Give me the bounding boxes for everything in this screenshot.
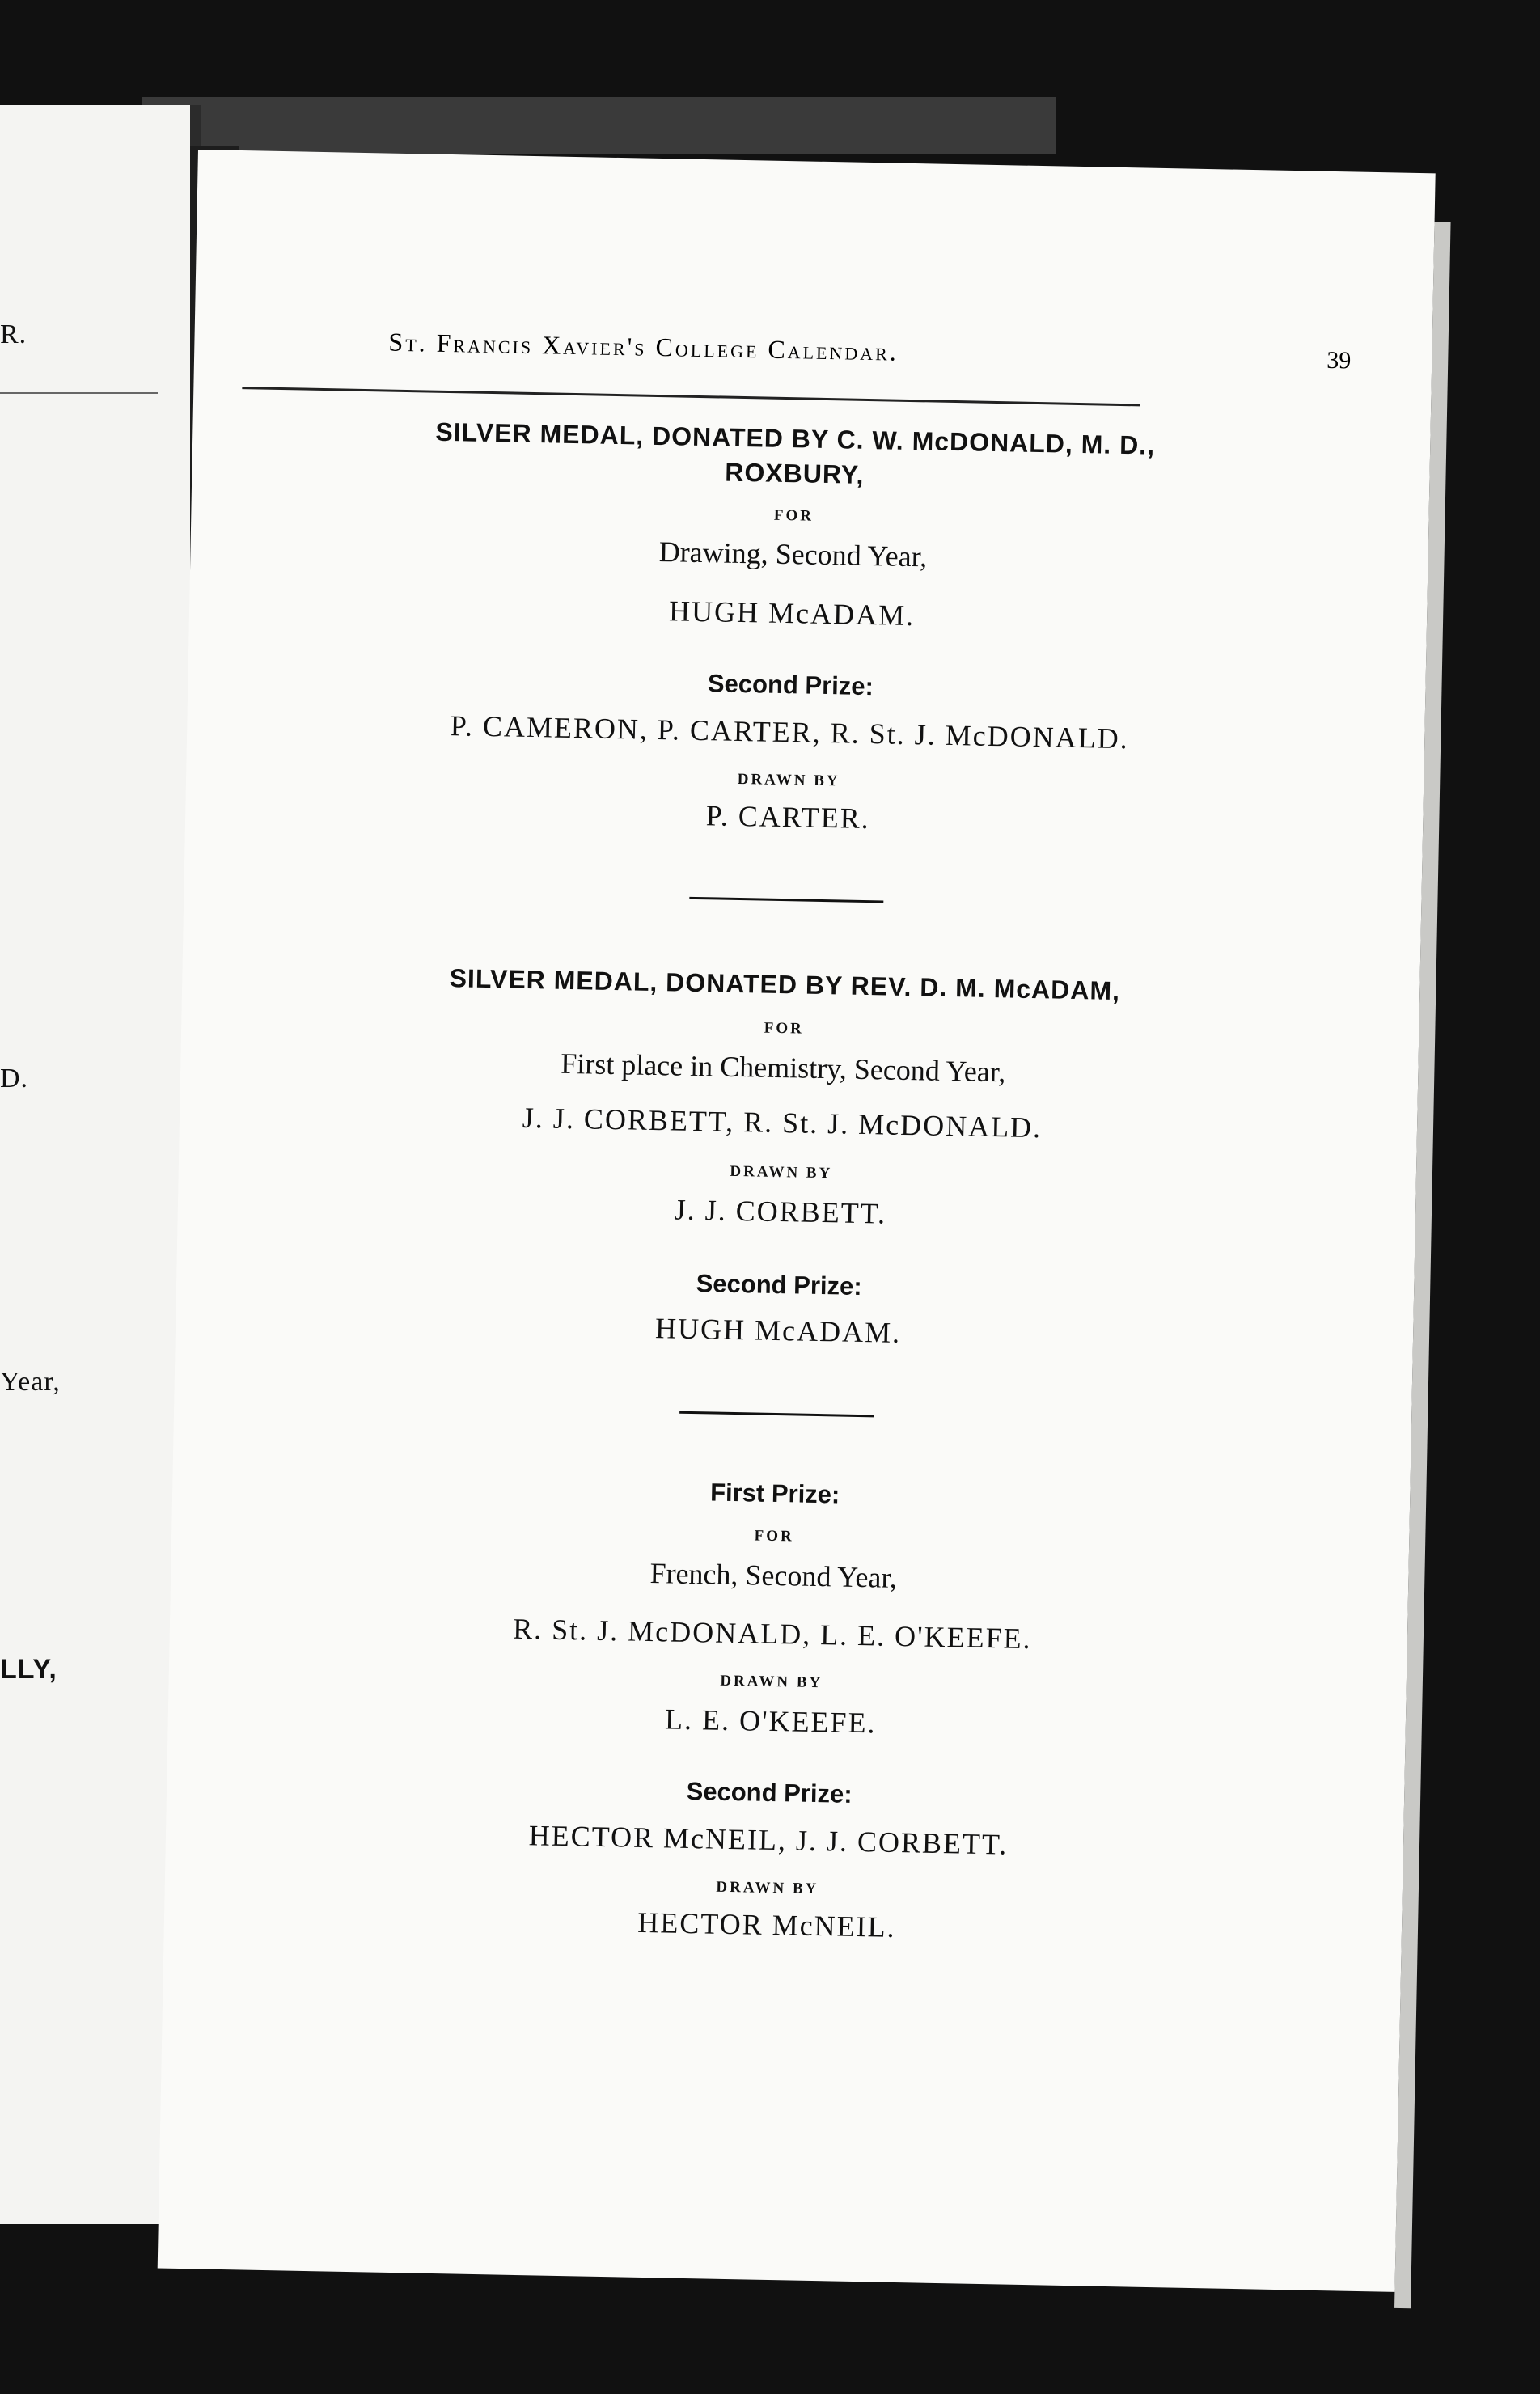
- section1-for-label: FOR: [773, 506, 814, 525]
- section3-first-prize-label: First Prize:: [709, 1478, 840, 1509]
- separator-2: [222, 1402, 1331, 1426]
- page-number: 39: [1326, 346, 1352, 374]
- separator-1: [232, 888, 1340, 911]
- section1-drawn-by-label: DRAWN BY: [737, 770, 840, 790]
- section2-drawn-by-name: J. J. CORBETT.: [674, 1193, 887, 1230]
- left-fragment: LLY,: [0, 1654, 57, 1685]
- running-title: St. Francis Xavier's College Calendar.: [388, 327, 899, 366]
- right-page: [158, 150, 1436, 2292]
- section2-second-prize-label: Second Prize:: [696, 1269, 863, 1301]
- section3-names: R. St. J. McDONALD, L. E. O'KEEFE.: [512, 1612, 1032, 1656]
- header-rule: [242, 387, 1140, 406]
- left-fragment: D.: [0, 1064, 29, 1093]
- section3-for-label: FOR: [754, 1527, 794, 1546]
- section1-winner: HUGH McADAM.: [668, 594, 916, 632]
- section3-second-prize-names: HECTOR McNEIL, J. J. CORBETT.: [528, 1819, 1009, 1861]
- section3-drawn-by-name: L. E. O'KEEFE.: [664, 1702, 877, 1740]
- section3-drawn-by-label-2: DRAWN BY: [716, 1878, 819, 1898]
- section2-second-prize-name: HUGH McADAM.: [654, 1312, 902, 1349]
- section1-second-prize-names: P. CAMERON, P. CARTER, R. St. J. McDONALD.: [450, 709, 1130, 755]
- left-fragment: R.: [0, 319, 28, 349]
- section2-heading: SILVER MEDAL, DONATED BY REV. D. M. McADAM,: [449, 963, 1121, 1006]
- section3-drawn-by-label: DRAWN BY: [720, 1672, 823, 1692]
- section1-drawn-by-name: P. CARTER.: [705, 799, 871, 835]
- section3-drawn-by-name-2: HECTOR McNEIL.: [637, 1905, 897, 1944]
- left-rule: [0, 392, 158, 394]
- section2-names: J. J. CORBETT, R. St. J. McDONALD.: [522, 1101, 1043, 1144]
- running-head: [243, 324, 1352, 386]
- section2-subject: First place in Chemistry, Second Year,: [560, 1047, 1006, 1089]
- section1-second-prize-label: Second Prize:: [707, 669, 874, 701]
- section3-subject: French, Second Year,: [649, 1557, 898, 1594]
- section1-heading-line2: ROXBURY,: [725, 457, 865, 489]
- section3-second-prize-label: Second Prize:: [686, 1776, 852, 1808]
- section2-drawn-by-label: DRAWN BY: [730, 1162, 833, 1182]
- section2-for-label: FOR: [764, 1019, 805, 1038]
- section1-heading-line1: SILVER MEDAL, DONATED BY C. W. McDONALD, M. D.,: [435, 417, 1156, 460]
- film-strip: [142, 97, 1056, 154]
- section1-subject: Drawing, Second Year,: [658, 535, 928, 573]
- left-fragment: Year,: [0, 1367, 61, 1397]
